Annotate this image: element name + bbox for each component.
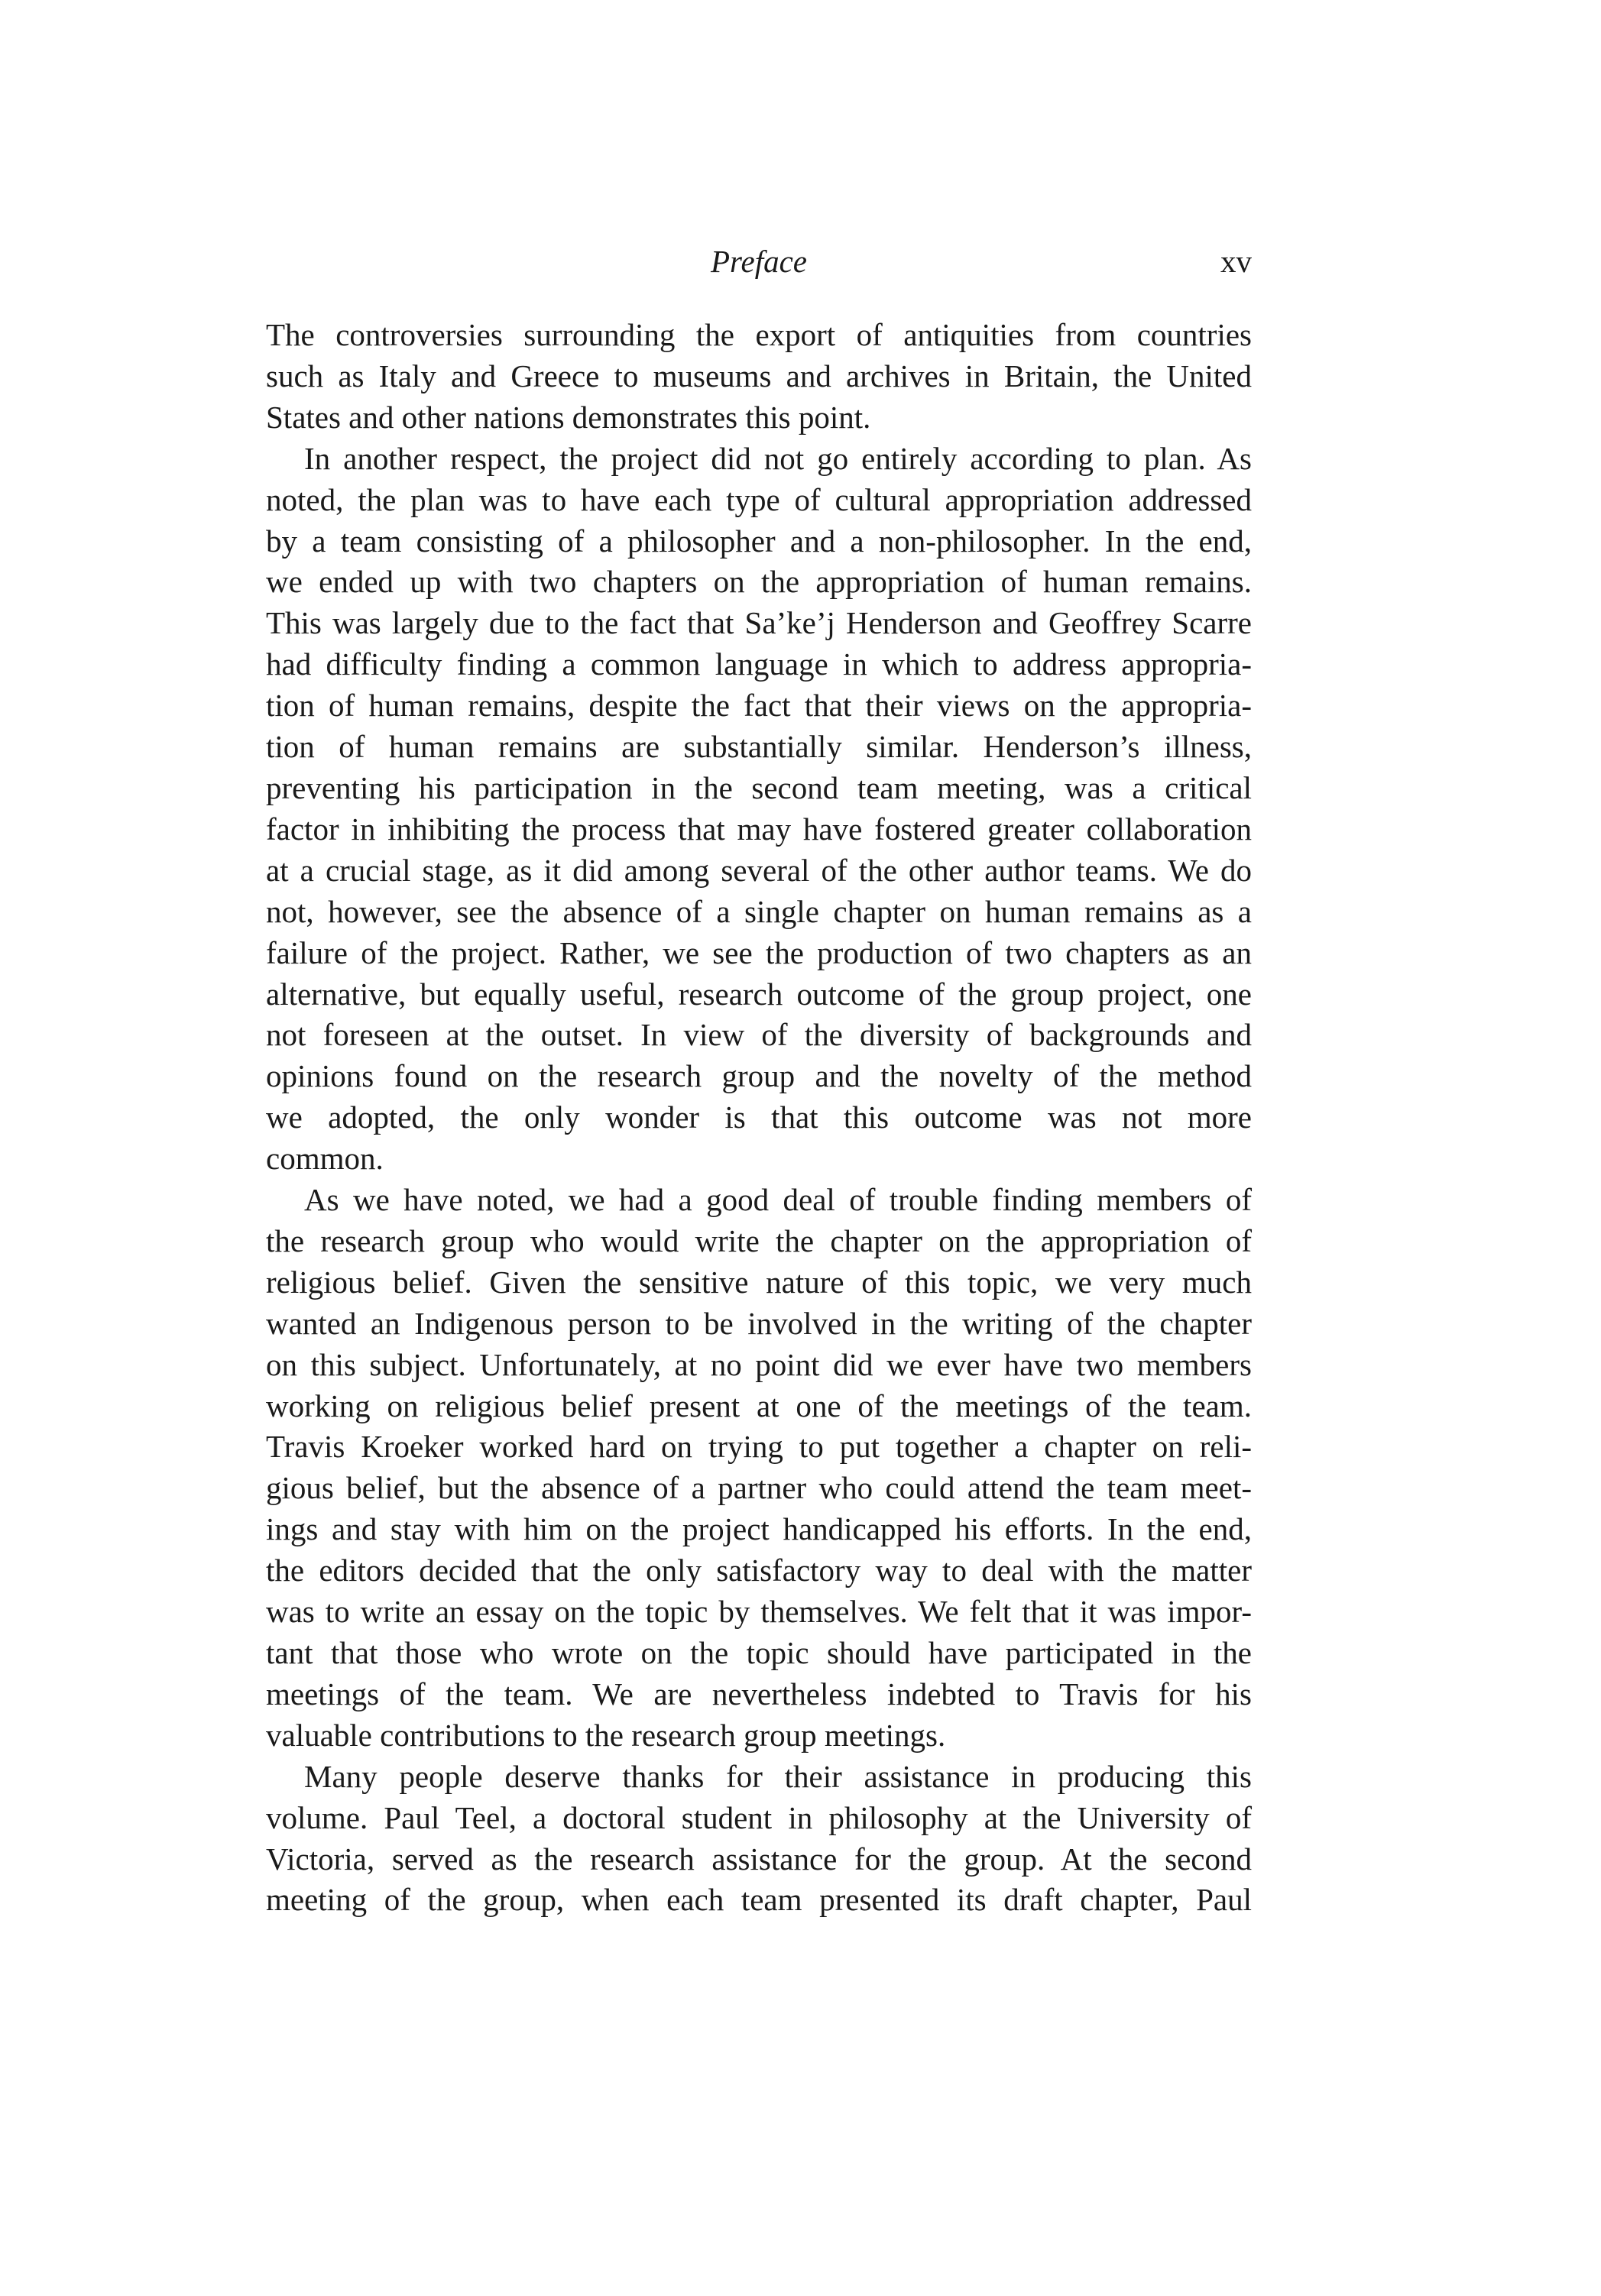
paragraph	[266, 315, 1252, 439]
text-line: religious belief. Given the sensitive nature of this topic, we very much	[266, 1264, 1252, 1300]
running-title: Preface	[711, 244, 807, 279]
text-line: meeting of the group, when each team presented its draft chapter, Paul	[266, 1882, 1252, 1918]
text-line: had difficulty finding a common language in which to address appropria-	[266, 646, 1252, 682]
paragraph	[266, 439, 1252, 1180]
body-text	[266, 315, 1252, 1921]
text-line: wanted an Indigenous person to be involved in the writing of the chapter	[266, 1305, 1252, 1341]
text-line: This was largely due to the fact that Sa’ke’j Henderson and Geoffrey Scarre	[266, 605, 1252, 641]
text-line: by a team consisting of a philosopher and a non-philosopher. In the end,	[266, 523, 1252, 559]
text-line: we ended up with two chapters on the appropriation of human remains.	[266, 564, 1252, 600]
text-line: at a crucial stage, as it did among several of the other author teams. We do	[266, 852, 1252, 888]
text-line: on this subject. Unfortunately, at no point did we ever have two members	[266, 1346, 1252, 1382]
text-line: common.	[266, 1141, 384, 1177]
text-line: The controversies surrounding the export of antiquities from countries	[266, 317, 1252, 352]
text-line: we adopted, the only wonder is that this outcome was not more	[266, 1099, 1252, 1135]
text-line: the editors decided that the only satisfactory way to deal with the matter	[266, 1553, 1252, 1588]
text-line: not foreseen at the outset. In view of the diversity of backgrounds and	[266, 1017, 1252, 1053]
text-line: was to write an essay on the topic by themselves. We felt that it was impor-	[266, 1594, 1252, 1630]
text-line: gious belief, but the absence of a partner who could attend the team meet-	[266, 1470, 1252, 1506]
text-line: States and other nations demonstrates this point.	[266, 399, 871, 435]
text-line: noted, the plan was to have each type of cultural appropriation addressed	[266, 481, 1252, 517]
text-line: Many people deserve thanks for their assistance in producing this	[304, 1758, 1252, 1794]
text-line: failure of the project. Rather, we see the production of two chapters as an	[266, 934, 1252, 970]
text-line: preventing his participation in the second team meeting, was a critical	[266, 769, 1252, 805]
text-line: tion of human remains, despite the fact that their views on the appropria-	[266, 688, 1252, 724]
text-line: In another respect, the project did not go entirely according to plan. As	[304, 440, 1252, 476]
text-line: tion of human remains are substantially similar. Henderson’s illness,	[266, 729, 1252, 765]
text-line: tant that those who wrote on the topic should have participated in the	[266, 1635, 1252, 1670]
running-head	[266, 238, 1252, 284]
text-line: the research group who would write the chapter on the appropriation of	[266, 1222, 1252, 1258]
paragraph	[266, 1757, 1252, 1922]
text-line: Victoria, served as the research assistance for the group. At the second	[266, 1841, 1252, 1877]
text-line: Travis Kroeker worked hard on trying to put together a chapter on reli-	[266, 1429, 1252, 1465]
text-line: alternative, but equally useful, research outcome of the group project, one	[266, 976, 1252, 1012]
page-number: xv	[1220, 244, 1252, 279]
text-line: working on religious belief present at one of the meetings of the team.	[266, 1388, 1252, 1423]
text-line: factor in inhibiting the process that may have fostered greater collaboration	[266, 811, 1252, 847]
text-line: such as Italy and Greece to museums and archives in Britain, the United	[266, 358, 1252, 393]
text-line: meetings of the team. We are nevertheless indebted to Travis for his	[266, 1676, 1252, 1711]
text-line: valuable contributions to the research group meetings.	[266, 1717, 946, 1753]
text-line: ings and stay with him on the project handicapped his efforts. In the end,	[266, 1511, 1252, 1547]
text-line: As we have noted, we had a good deal of trouble finding members of	[304, 1182, 1252, 1218]
text-line: opinions found on the research group and the novelty of the method	[266, 1058, 1252, 1094]
text-line: volume. Paul Teel, a doctoral student in philosophy at the University of	[266, 1799, 1252, 1835]
text-line: not, however, see the absence of a single chapter on human remains as a	[266, 893, 1252, 929]
paragraph	[266, 1180, 1252, 1757]
